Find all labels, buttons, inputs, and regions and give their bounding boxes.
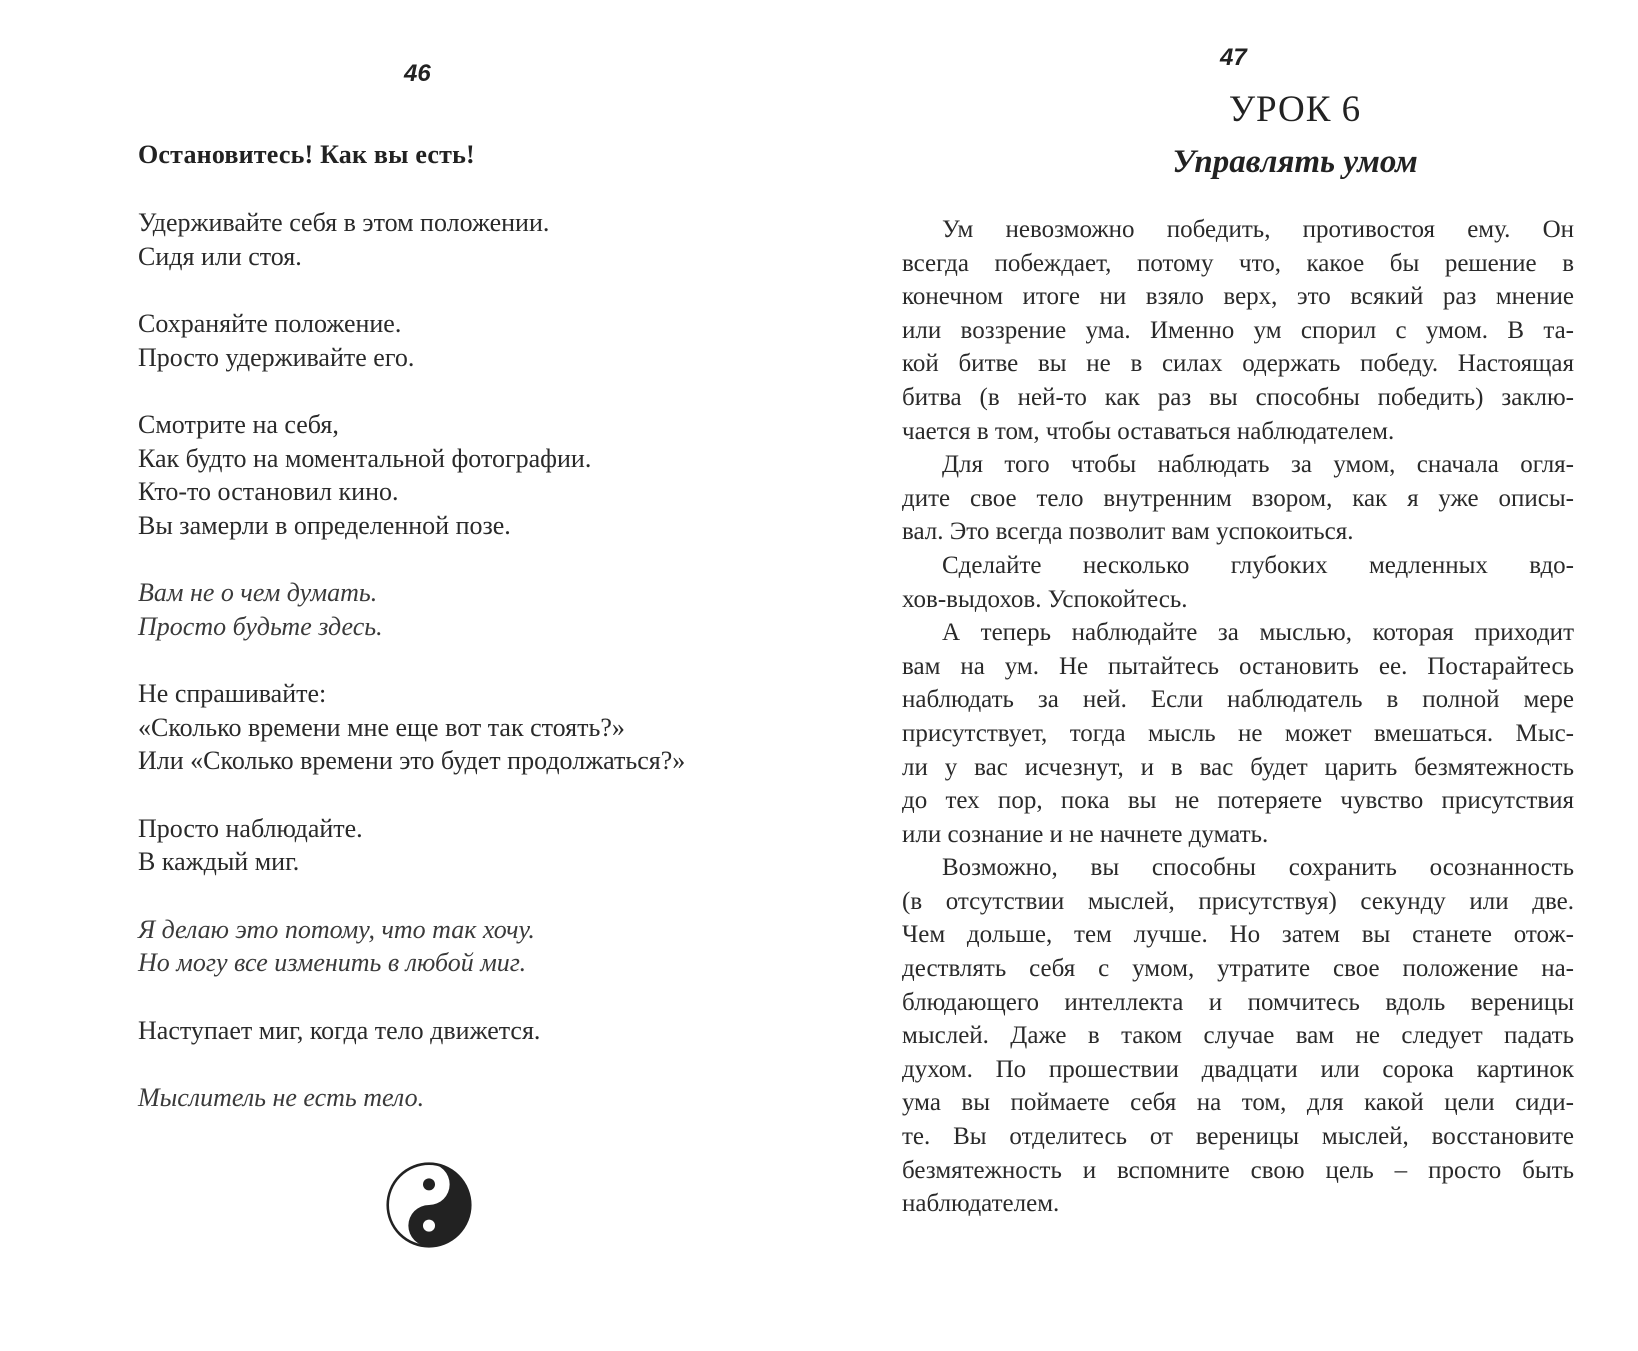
text-line: ли у вас исчезнут, и в вас будет царить безмятежность: [902, 753, 1574, 781]
text-line: присутствует, тогда мысль не может вмешаться. Мыс-: [902, 719, 1574, 747]
text-line: хов-выдохов. Успокойтесь.: [902, 585, 1188, 613]
lesson-subtitle: Управлять умом: [1172, 144, 1418, 180]
poem-line: Или «Сколько времени это будет продолжаться?»: [138, 746, 686, 775]
poem-line: Просто удерживайте его.: [138, 342, 415, 372]
poem-line: Я делаю это потому, что так хочу.: [138, 914, 535, 944]
text-line: Для того чтобы наблюдать за умом, сначала огля-: [942, 451, 1574, 479]
text-line: вам на ум. Не пытайтесь остановить ее. Постарайтесь: [902, 652, 1574, 680]
poem-line: «Сколько времени мне еще вот так стоять?»: [138, 712, 625, 742]
lesson-body: [902, 213, 1574, 1221]
poem-line: Вы замерли в определенной позе.: [138, 510, 511, 540]
poem-line: Сохраняйте положение.: [138, 309, 402, 338]
right-page: [840, 0, 1638, 1351]
stanza: [138, 1081, 818, 1115]
text-line: А теперь наблюдайте за мыслью, которая приходит: [942, 619, 1574, 647]
stanza: [138, 576, 818, 643]
text-line: дите свое тело внутренним взором, как я уже описы-: [902, 484, 1574, 512]
stanza: [138, 913, 818, 980]
text-line: чается в том, чтобы оставаться наблюдателем.: [902, 417, 1395, 445]
text-line: битва (в ней-то как раз вы способны победить) заклю-: [902, 383, 1574, 411]
poem-line: Как будто на моментальной фотографии.: [138, 443, 592, 473]
text-line: конечном итоге ни взяло верх, это всякий раз мнение: [902, 283, 1574, 311]
text-line: ума вы поймаете себя на том, для какой цели сиди-: [902, 1089, 1574, 1117]
poem-line: Но могу все изменить в любой миг.: [138, 948, 527, 977]
text-line: наблюдать за ней. Если наблюдатель в полной мере: [902, 686, 1574, 714]
text-line: кой битве вы не в силах одержать победу. Настоящая: [902, 350, 1574, 378]
stanza: [138, 206, 818, 273]
text-line: безмятежность и вспомните свою цель – просто быть: [902, 1156, 1574, 1184]
text-line: наблюдателем.: [902, 1190, 1060, 1218]
poem-line: Мыслитель не есть тело.: [138, 1083, 425, 1112]
text-line: мыслей. Даже в таком случае вам не следует падать: [902, 1022, 1574, 1050]
poem-line: Сидя или стоя.: [138, 241, 302, 271]
text-line: (в отсутствии мыслей, присутствуя) секунду или две.: [902, 887, 1574, 915]
text-line: Возможно, вы способны сохранить осознанность: [942, 854, 1574, 882]
stanza: [138, 307, 818, 374]
yin-yang-icon: [386, 1162, 472, 1248]
text-line: до тех пор, пока вы не потеряете чувство присутствия: [902, 787, 1574, 815]
text-line: те. Вы отделитесь от вереницы мыслей, восстановите: [902, 1123, 1574, 1151]
stanza: [138, 677, 818, 778]
poem-line: Просто будьте здесь.: [138, 611, 383, 641]
text-line: дествлять себя с умом, утратите свое положение на-: [902, 955, 1574, 983]
text-line: Чем дольше, тем лучше. Но затем вы станете отож-: [902, 921, 1574, 949]
text-line: духом. По прошествии двадцати или сорока картинок: [902, 1055, 1574, 1083]
poem-line: В каждый миг.: [138, 847, 300, 876]
text-line: Сделайте несколько глубоких медленных вдо-: [942, 551, 1574, 579]
stanza: [138, 812, 818, 879]
text-line: или сознание и не начнете думать.: [902, 820, 1269, 848]
poem-line: Просто наблюдайте.: [138, 813, 363, 843]
poem-body: [138, 206, 818, 1149]
lesson-title: УРОК 6: [1228, 89, 1362, 130]
poem-line: Вам не о чем думать.: [138, 578, 378, 607]
stanza: [138, 408, 818, 542]
poem-line: Кто-то остановил кино.: [138, 477, 399, 506]
page-number-left: 46: [404, 60, 431, 87]
stanza: [138, 1014, 818, 1048]
poem-line: Смотрите на себя,: [138, 410, 339, 439]
text-line: блюдающего интеллекта и помчитесь вдоль вереницы: [902, 988, 1574, 1016]
poem-line: Наступает миг, когда тело движется.: [138, 1015, 541, 1045]
poem-line: Не спрашивайте:: [138, 679, 327, 708]
text-line: или воззрение ума. Именно ум спорил с умом. В та-: [902, 316, 1574, 344]
text-line: вал. Это всегда позволит вам успокоиться.: [902, 518, 1354, 546]
section-heading: Остановитесь! Как вы есть!: [138, 140, 475, 169]
text-line: всегда побеждает, потому что, какое бы решение в: [902, 249, 1574, 277]
poem-line: Удерживайте себя в этом положении.: [138, 208, 550, 237]
text-line: Ум невозможно победить, противостоя ему. Он: [942, 216, 1574, 243]
page-number-right: 47: [1220, 44, 1247, 71]
